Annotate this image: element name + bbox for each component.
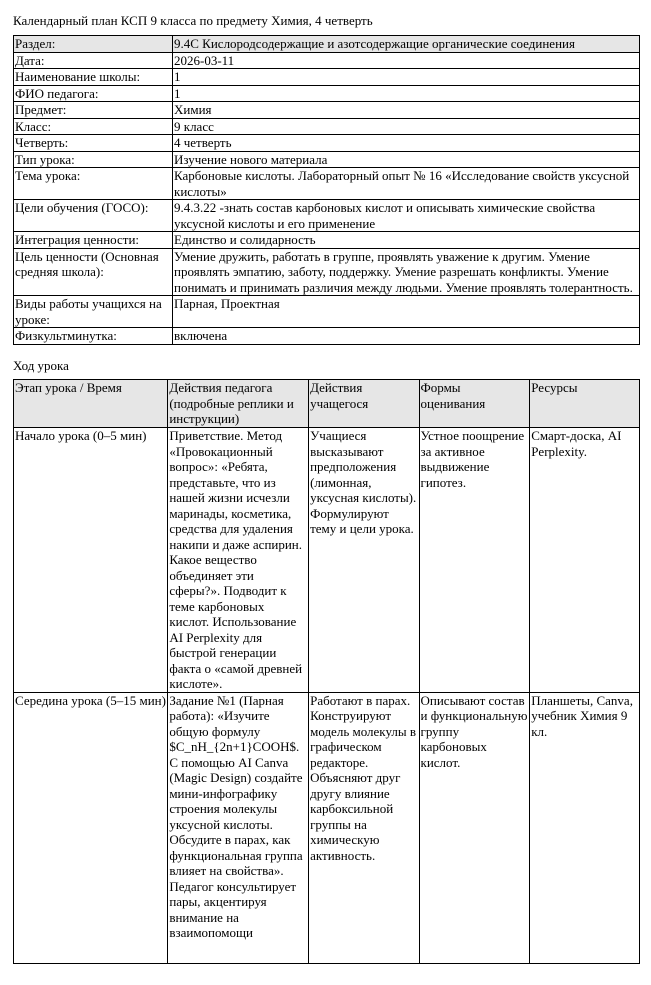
meta-value: 9.4С Кислородсодержащие и азотсодержащие органические соединения xyxy=(173,36,640,53)
meta-value: Умение дружить, работать в группе, проявлять уважение к другим. Умение проявлять эмпатию, заботу, поддержку. Умение разрешать конфликты. Умение понимать и принимать различия между людьми. Умение проявлять толерантность. xyxy=(173,248,640,296)
step-stage-text: Середина урока (5–15 мин) xyxy=(15,692,166,708)
meta-value: Единство и солидарность xyxy=(173,232,640,249)
meta-value: Изучение нового материала xyxy=(173,151,640,168)
meta-value: включена xyxy=(173,328,640,345)
meta-row xyxy=(14,52,640,69)
meta-key: Раздел: xyxy=(14,36,173,53)
header-resources: Ресурсы xyxy=(530,380,640,428)
meta-row xyxy=(14,200,640,232)
meta-key: Тема урока: xyxy=(14,168,173,200)
header-teacher: Действия педагога (подробные реплики и инструкции) xyxy=(168,380,309,428)
meta-value: 1 xyxy=(173,85,640,102)
lesson-meta-table xyxy=(13,35,640,345)
meta-row xyxy=(14,135,640,152)
header-assessment: Формы оценивания xyxy=(419,380,530,428)
step-stage xyxy=(14,692,168,963)
table-row xyxy=(14,428,640,693)
meta-key: Наименование школы: xyxy=(14,69,173,86)
step-student xyxy=(309,692,419,963)
step-resources xyxy=(530,692,640,963)
meta-value: Химия xyxy=(173,102,640,119)
step-teacher: Приветствие. Метод «Провокационный вопрос»: «Ребята, представьте, что из нашей жизни исчезли маринады, косметика, средства для удаления накипи и даже аспирин. Какое вещество объединяет эти сферы?». Подводит к теме карбоновых кислот. Использование AI Perplexity для быстрой генерации факта о «самой древней кислоте». xyxy=(168,428,309,693)
meta-key: Интеграция ценности: xyxy=(14,232,173,249)
meta-value: 1 xyxy=(173,69,640,86)
meta-row xyxy=(14,69,640,86)
step-student-text: Работают в парах. Конструируют модель молекулы в графическом редакторе. Объясняют друг другу влияние карбоксильной группы на химическую активность. xyxy=(310,692,416,863)
meta-row xyxy=(14,102,640,119)
header-stage: Этап урока / Время xyxy=(14,380,168,428)
meta-value: Карбоновые кислоты. Лабораторный опыт № 16 «Исследование свойств уксусной кислоты» xyxy=(173,168,640,200)
meta-value: 2026-03-11 xyxy=(173,52,640,69)
meta-key: Класс: xyxy=(14,118,173,135)
meta-key: Тип урока: xyxy=(14,151,173,168)
meta-key: Физкультминутка: xyxy=(14,328,173,345)
meta-row xyxy=(14,118,640,135)
meta-row xyxy=(14,151,640,168)
step-teacher xyxy=(168,692,309,963)
meta-row xyxy=(14,248,640,296)
step-assessment: Устное поощрение за активное выдвижение гипотез. xyxy=(419,428,530,693)
header-student: Действия учащегося xyxy=(309,380,419,428)
step-assessment-text: Описывают состав и функциональную группу карбоновых кислот. xyxy=(420,692,528,770)
meta-row xyxy=(14,36,640,53)
meta-row xyxy=(14,85,640,102)
meta-value: 4 четверть xyxy=(173,135,640,152)
meta-row xyxy=(14,328,640,345)
step-resources: Смарт-доска, AI Perplexity. xyxy=(530,428,640,693)
step-teacher-text: Задание №1 (Парная работа): «Изучите общую формулу $C_nH_{2n+1}COOH$. С помощью AI Canva (Magic Design) создайте мини-инфографику строения молекулы уксусной кислоты. Обсудите в парах, как функциональная группа влияет на свойства». Педагог консультирует пары, акцентируя внимание на взаимопомощи xyxy=(169,692,303,940)
meta-row xyxy=(14,296,640,328)
meta-key: Четверть: xyxy=(14,135,173,152)
lesson-steps-table xyxy=(13,379,640,964)
step-stage: Начало урока (0–5 мин) xyxy=(14,428,168,693)
meta-key: Цель ценности (Основная средняя школа): xyxy=(14,248,173,296)
steps-header-row xyxy=(14,380,640,428)
meta-value: 9 класс xyxy=(173,118,640,135)
step-assessment xyxy=(419,692,530,963)
meta-row xyxy=(14,232,640,249)
meta-value: Парная, Проектная xyxy=(173,296,640,328)
meta-key: ФИО педагога: xyxy=(14,85,173,102)
meta-value: 9.4.3.22 -знать состав карбоновых кислот и описывать химические свойства уксусной кислоты и его применение xyxy=(173,200,640,232)
step-student: Учащиеся высказывают предположения (лимонная, уксусная кислоты). Формулируют тему и цели урока. xyxy=(309,428,419,693)
meta-key: Дата: xyxy=(14,52,173,69)
section-title: Ход урока xyxy=(13,358,69,373)
document-title: Календарный план КСП 9 класса по предмету Химия, 4 четверть xyxy=(13,13,373,28)
meta-key: Цели обучения (ГОСО): xyxy=(14,200,173,232)
meta-key: Виды работы учащихся на уроке: xyxy=(14,296,173,328)
step-resources-text: Планшеты, Canva, учебник Химия 9 кл. xyxy=(531,692,633,739)
meta-key: Предмет: xyxy=(14,102,173,119)
table-row xyxy=(14,692,640,963)
meta-row xyxy=(14,168,640,200)
